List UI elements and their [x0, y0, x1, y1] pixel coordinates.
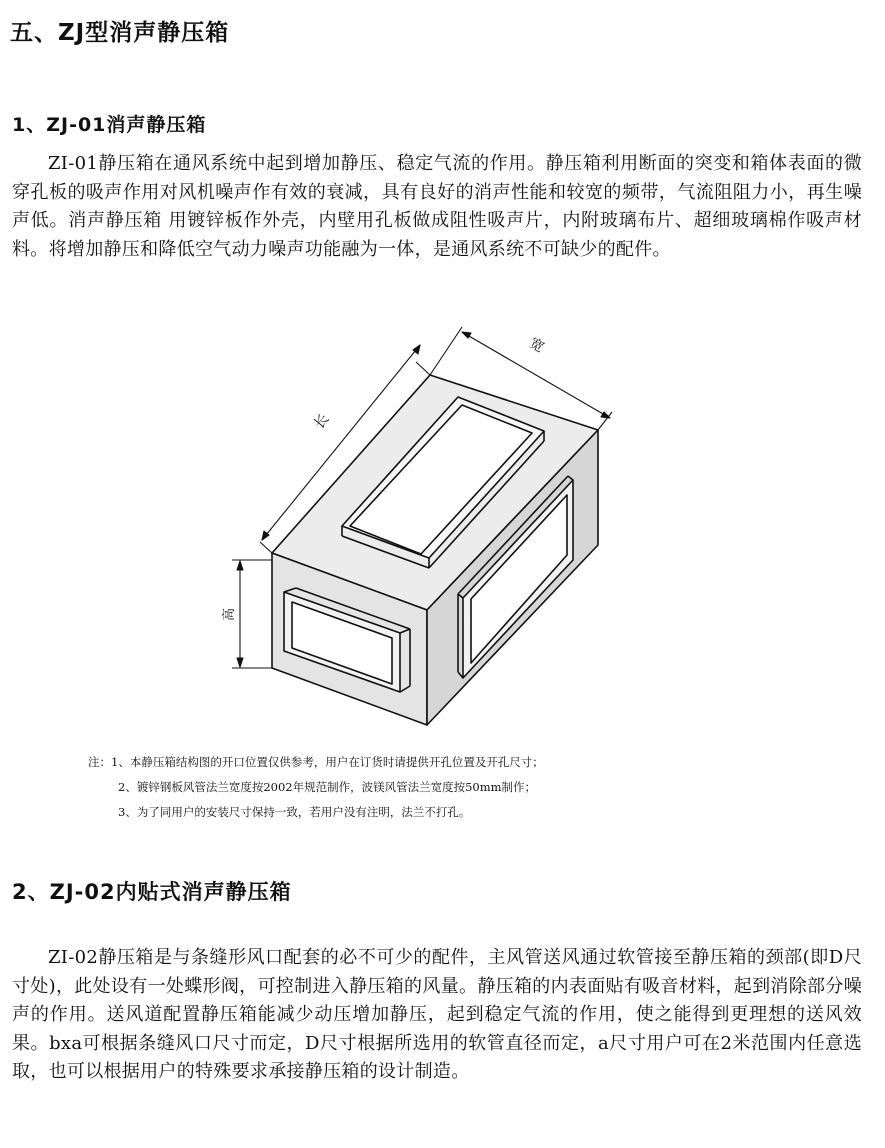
item2-title: 2、ZJ-02内贴式消声静压箱 [12, 880, 292, 904]
item2-paragraph: ZI-02静压箱是与条缝形风口配套的必不可少的配件，主风管送风通过软管接至静压箱的颈部(即D尺寸处)，此处设有一处蝶形阀，可控制进入静压箱的风量。静压箱的内表面贴有吸音材料，起到消除部分噪声的作用。送风道配置静压箱能减少动压增加静压，起到稳定气流的作用，使之能得到更理想的送风效果。bxa可根据条缝风口尺寸而定，D尺寸根据所选用的软管直径而定，a尺寸用户可在2米范围内任意选取，也可以根据用户的特殊要求承接静压箱的设计制造。 [12, 947, 862, 1083]
section-title: 五、ZJ型消声静压箱 [10, 20, 230, 46]
note-line: 3、为了同用户的安装尺寸保持一致，若用户没有注明，法兰不打孔。 [118, 805, 471, 819]
item1-paragraph: ZI-01静压箱在通风系统中起到增加静压、稳定气流的作用。静压箱利用断面的突变和箱体表面的微穿孔板的吸声作用对风机噪声作有效的衰减，具有良好的消声性能和较宽的频带，气流阻阻力小，再生噪声低。消声静压箱 用镀锌板作外壳，内壁用孔板做成阻性吸声片，内附玻璃布片、超细玻璃棉作吸声材料。将增加静压和降低空气动力噪声功能融为一体，是通风系统不可缺少的配件。 [12, 153, 862, 260]
item1-title: 1、ZJ-01消声静压箱 [12, 114, 207, 136]
notes-block [88, 750, 788, 825]
length-label: 长 [311, 411, 333, 433]
static-pressure-box-diagram [190, 325, 630, 735]
width-label: 宽 [526, 335, 547, 356]
height-dimension [232, 560, 272, 668]
note-line: 2、镀锌钢板风管法兰宽度按2002年规范制作，波镁风管法兰宽度按50mm制作； [118, 780, 537, 794]
note-line: 注：1、本静压箱结构图的开口位置仅供参考，用户在订货时请提供开孔位置及开孔尺寸； [88, 755, 544, 769]
height-label: 高 [222, 607, 237, 621]
